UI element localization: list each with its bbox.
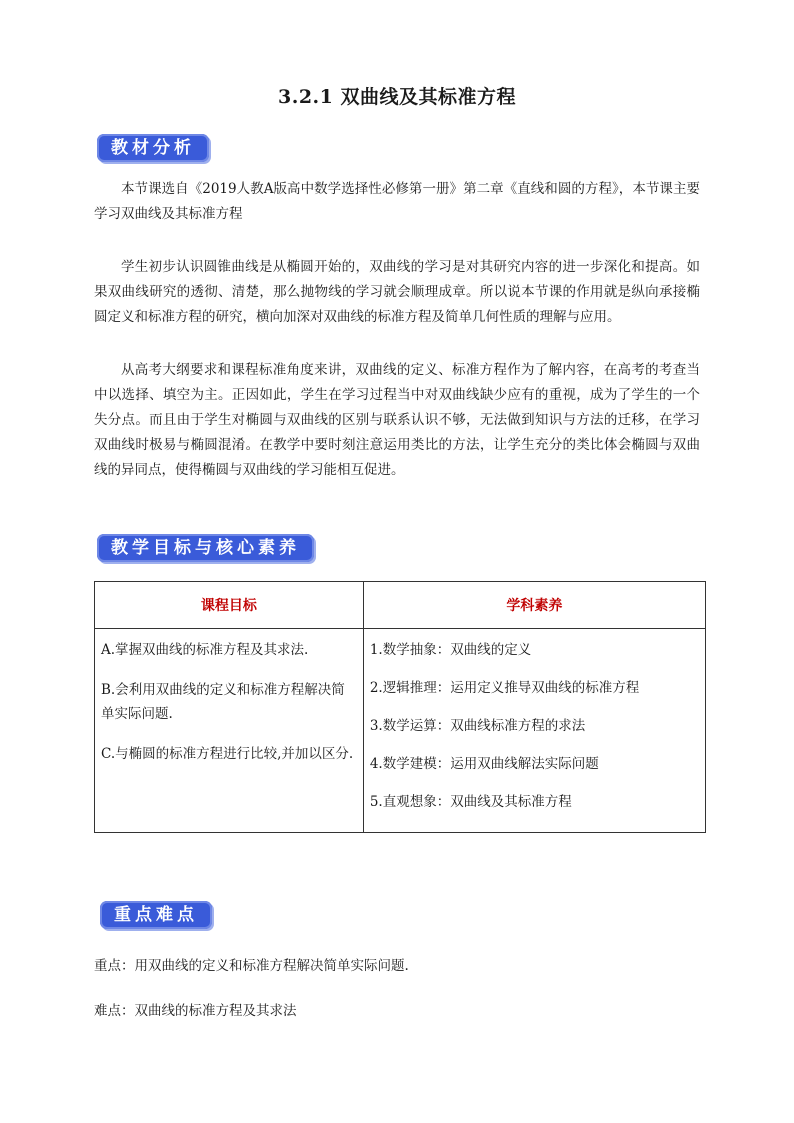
course-goal-b: B.会利用双曲线的定义和标准方程解决简单实际问题. bbox=[101, 682, 345, 722]
header-course-goals: 课程目标 bbox=[95, 582, 364, 629]
table-row bbox=[95, 629, 706, 833]
table-header-row bbox=[95, 582, 706, 629]
literacy-item: 1.数学抽象：双曲线的定义 bbox=[369, 642, 532, 658]
header-literacy: 学科素养 bbox=[363, 582, 705, 629]
page-title: 3.2.1 双曲线及其标准方程 bbox=[277, 86, 516, 108]
key-point-text: 重点：用双曲线的定义和标准方程解决简单实际问题. bbox=[94, 958, 409, 974]
literacy-item: 4.数学建模：运用双曲线解法实际问题 bbox=[369, 756, 599, 772]
analysis-paragraph-3: 从高考大纲要求和课程标准角度来讲，双曲线的定义、标准方程作为了解内容，在高考的考查当中以选择、填空为主。正因如此，学生在学习过程当中对双曲线缺少应有的重视，成为了学生的一个失分点。而且由于学生对椭圆与双曲线的区别与联系认识不够，无法做到知识与方法的迁移，在学习双曲线时极易与椭圆混淆。在教学中要时刻注意运用类比的方法，让学生充分的类比体会椭圆与双曲线的异同点，使得椭圆与双曲线的学习能相互促进。 bbox=[94, 362, 700, 478]
course-goals-cell bbox=[95, 629, 364, 833]
section-badge-key-points: 重点难点 bbox=[100, 901, 212, 929]
course-goal-c: C.与椭圆的标准方程进行比较,并加以区分. bbox=[101, 746, 354, 762]
difficulty-text: 难点：双曲线的标准方程及其求法 bbox=[94, 1003, 297, 1019]
literacy-item: 5.直观想象：双曲线及其标准方程 bbox=[369, 794, 572, 810]
literacy-item: 3.数学运算：双曲线标准方程的求法 bbox=[369, 718, 586, 734]
literacy-cell bbox=[363, 629, 705, 833]
goals-table bbox=[94, 581, 706, 833]
literacy-item: 2.逻辑推理：运用定义推导双曲线的标准方程 bbox=[369, 680, 640, 696]
section-badge-goals: 教学目标与核心素养 bbox=[97, 534, 314, 562]
section-badge-analysis: 教材分析 bbox=[97, 134, 209, 162]
analysis-paragraph-1: 本节课选自《2019人教A版高中数学选择性必修第一册》第二章《直线和圆的方程》，本节课主要学习双曲线及其标准方程 bbox=[94, 181, 700, 222]
course-goal-a: A.掌握双曲线的标准方程及其求法. bbox=[101, 642, 309, 658]
analysis-paragraph-2: 学生初步认识圆锥曲线是从椭圆开始的，双曲线的学习是对其研究内容的进一步深化和提高。如果双曲线研究的透彻、清楚，那么抛物线的学习就会顺理成章。所以说本节课的作用就是纵向承接椭圆定义和标准方程的研究，横向加深对双曲线的标准方程及简单几何性质的理解与应用。 bbox=[94, 259, 700, 325]
